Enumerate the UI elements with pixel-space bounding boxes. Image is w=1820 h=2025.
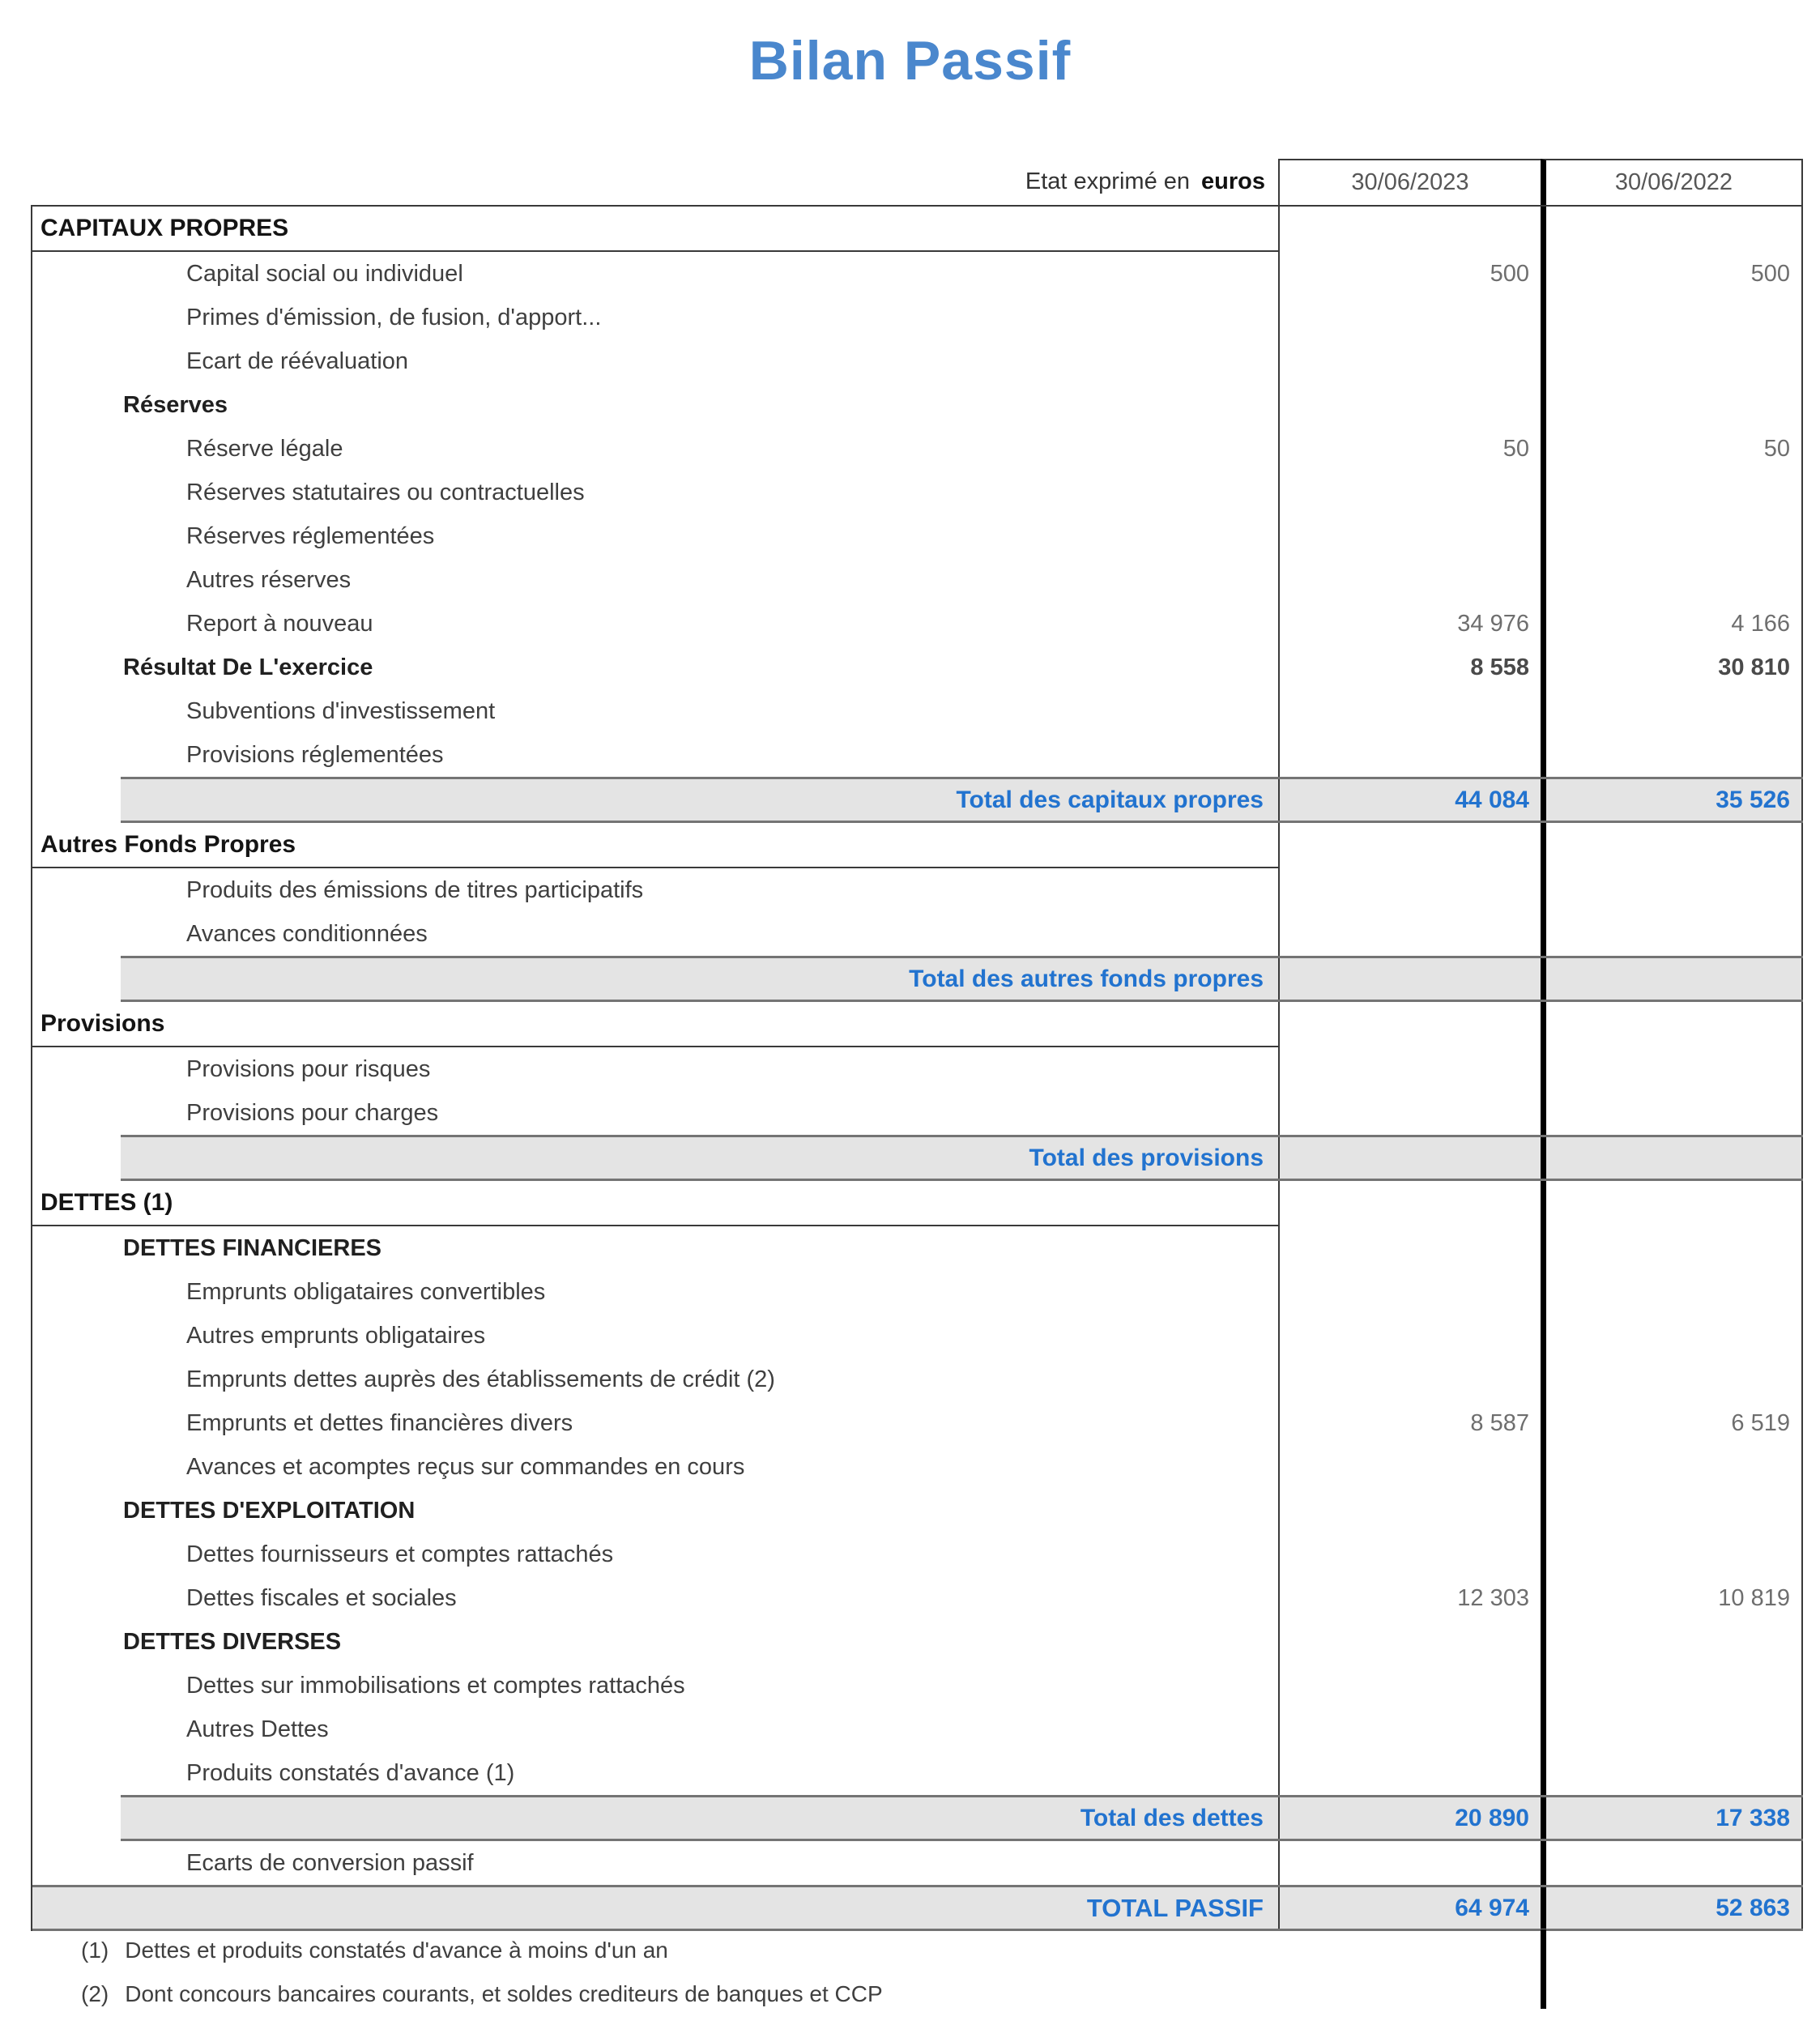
value-2023 [1278,1181,1541,1226]
table-row [32,1533,1803,1576]
page-title: Bilan Passif [748,30,1072,92]
row-label: Emprunts dettes auprès des établissements de crédit (2) [186,1366,775,1392]
row-label: Report à nouveau [186,610,373,637]
row-label: Ecart de réévaluation [186,347,409,374]
value-2023 [1278,1620,1541,1664]
value-2022: 10 819 [1541,1576,1803,1620]
value-2023 [1278,1533,1541,1576]
value-2022 [1541,1270,1803,1314]
table-row [32,1401,1803,1445]
row-label: TOTAL PASSIF [1086,1893,1264,1922]
table-row [32,471,1803,514]
footnote-text: Dettes et produits constatés d'avance à moins d'un an [125,1938,668,1963]
value-2022: 35 526 [1541,779,1803,821]
unit-statement [31,159,1278,205]
row-label: Réserves [123,391,228,418]
table-row [32,733,1803,777]
row-label: Total des capitaux propres [956,786,1264,813]
table-row [32,1751,1803,1795]
table-row [32,1664,1803,1707]
value-2022 [1541,1445,1803,1489]
value-2023 [1278,1226,1541,1270]
footnotes [81,1938,883,2025]
value-2022 [1541,1489,1803,1533]
value-2022 [1541,1751,1803,1795]
date-column-header-2023: 30/06/2023 [1278,159,1541,205]
value-2022: 4 166 [1541,602,1803,646]
value-2023 [1278,383,1541,427]
table-row [32,1576,1803,1620]
value-2022 [1541,1091,1803,1135]
row-label: Dettes sur immobilisations et comptes rattachés [186,1672,685,1699]
table-row [32,1489,1803,1533]
value-2023 [1278,1091,1541,1135]
value-2022 [1541,958,1803,1000]
table-row [32,912,1803,956]
balance-table [31,159,1803,1931]
row-label: Emprunts obligataires convertibles [186,1278,546,1305]
row-label: Total des autres fonds propres [909,965,1264,992]
value-2023: 20 890 [1278,1797,1541,1839]
row-label: Total des provisions [1029,1144,1264,1171]
value-2023 [1278,1707,1541,1751]
value-2022 [1541,689,1803,733]
value-2022 [1541,1181,1803,1226]
table-row [32,514,1803,558]
unit-prefix-label: Etat exprimé en [1025,168,1191,194]
value-2023 [1278,1358,1541,1401]
value-2023 [1278,1489,1541,1533]
row-label: DETTES (1) [32,1181,1278,1226]
table-row [32,689,1803,733]
table-row [32,296,1803,339]
value-2022: 6 519 [1541,1401,1803,1445]
table-row [32,1002,1803,1047]
value-2022 [1541,339,1803,383]
row-label: Provisions pour charges [186,1099,439,1126]
row-label: Capital social ou individuel [186,260,463,287]
value-2023 [1278,689,1541,733]
value-2022 [1541,733,1803,777]
value-2022 [1541,1664,1803,1707]
row-label: Ecarts de conversion passif [186,1849,474,1876]
table-row [32,1358,1803,1401]
row-label: Avances et acomptes reçus sur commandes en cours [186,1453,745,1480]
row-label: Provisions pour risques [186,1055,431,1082]
table-row [32,427,1803,471]
row-label: CAPITAUX PROPRES [32,207,1278,252]
row-label: Emprunts et dettes financières divers [186,1409,573,1436]
row-label: Réserves statutaires ou contractuelles [186,479,585,505]
value-2023 [1278,1002,1541,1047]
row-label: Résultat De L'exercice [123,654,373,680]
value-2022 [1541,1314,1803,1358]
row-label: Avances conditionnées [186,920,428,947]
table-row [32,1885,1803,1931]
value-2022 [1541,1841,1803,1885]
table-row [32,1620,1803,1664]
row-label: Dettes fournisseurs et comptes rattachés [186,1541,614,1567]
value-2022 [1541,471,1803,514]
table-row [32,823,1803,868]
table-row [32,1181,1803,1226]
value-2023 [1278,339,1541,383]
value-2022 [1541,558,1803,602]
value-2023 [1278,958,1541,1000]
table-row [121,1135,1803,1181]
table-row [32,1314,1803,1358]
row-label: DETTES FINANCIERES [123,1234,382,1261]
value-2023 [1278,1314,1541,1358]
row-label: Autres réserves [186,566,352,593]
table-header-row [31,159,1803,205]
value-2022 [1541,1047,1803,1091]
value-2022 [1541,383,1803,427]
row-label: Autres emprunts obligataires [186,1322,486,1349]
value-2022 [1541,1002,1803,1047]
value-2022 [1541,1707,1803,1751]
table-row [32,1226,1803,1270]
balance-table-body [31,205,1803,1931]
table-row [121,1795,1803,1841]
value-2022 [1541,207,1803,252]
footnote-1 [81,1938,883,1981]
value-2022 [1541,296,1803,339]
row-label: Primes d'émission, de fusion, d'apport... [186,304,602,330]
value-2023 [1278,1270,1541,1314]
value-2023 [1278,1445,1541,1489]
value-2022 [1541,912,1803,956]
row-label: Produits constatés d'avance (1) [186,1759,515,1786]
table-row [32,868,1803,912]
table-row [32,558,1803,602]
value-2023 [1278,514,1541,558]
table-row [32,1841,1803,1885]
row-label: Dettes fiscales et sociales [186,1584,457,1611]
table-row [32,339,1803,383]
table-row [121,956,1803,1002]
value-2023 [1278,1047,1541,1091]
value-2023 [1278,558,1541,602]
value-2023: 44 084 [1278,779,1541,821]
value-2022 [1541,514,1803,558]
value-2022 [1541,1620,1803,1664]
value-2022 [1541,1533,1803,1576]
row-label: Produits des émissions de titres participatifs [186,876,644,903]
value-2022: 50 [1541,427,1803,471]
footnote-number: (1) [81,1938,109,1963]
thick-column-divider-extension [1541,1929,1546,2009]
value-2023 [1278,471,1541,514]
row-label: Réserves réglementées [186,522,435,549]
value-2023 [1278,733,1541,777]
value-2023: 34 976 [1278,602,1541,646]
footnote-2 [81,1981,883,2025]
table-row [121,777,1803,823]
row-label: Total des dettes [1080,1804,1264,1831]
value-2022: 30 810 [1541,646,1803,689]
value-2023 [1278,1841,1541,1885]
row-label: DETTES D'EXPLOITATION [123,1497,416,1524]
value-2022 [1541,868,1803,912]
row-label: Réserve légale [186,435,343,462]
value-2023: 8 558 [1278,646,1541,689]
table-row [32,252,1803,296]
value-2022: 52 863 [1541,1887,1803,1929]
value-2023: 12 303 [1278,1576,1541,1620]
table-row [32,1091,1803,1135]
table-row [32,1445,1803,1489]
value-2023: 8 587 [1278,1401,1541,1445]
date-column-header-2022: 30/06/2022 [1541,159,1803,205]
value-2023 [1278,912,1541,956]
value-2022 [1541,1358,1803,1401]
value-2022 [1541,1137,1803,1179]
value-2023 [1278,1664,1541,1707]
table-row [32,1707,1803,1751]
value-2022: 500 [1541,252,1803,296]
row-label: Autres Dettes [186,1716,329,1742]
table-row [32,646,1803,689]
table-row [32,602,1803,646]
row-label: Autres Fonds Propres [32,823,1278,868]
row-label: Provisions [32,1002,1278,1047]
unit-name: euros [1201,168,1265,194]
value-2023: 50 [1278,427,1541,471]
row-label: Provisions réglementées [186,741,444,768]
value-2023 [1278,296,1541,339]
table-row [32,1270,1803,1314]
footnote-text: Dont concours bancaires courants, et soldes crediteurs de banques et CCP [125,1981,883,2006]
value-2022 [1541,823,1803,868]
value-2023: 500 [1278,252,1541,296]
value-2023 [1278,207,1541,252]
footnote-number: (2) [81,1981,109,2006]
row-label: Subventions d'investissement [186,697,496,724]
value-2022 [1541,1226,1803,1270]
table-row [32,207,1803,252]
value-2023 [1278,1751,1541,1795]
value-2023 [1278,823,1541,868]
value-2023: 64 974 [1278,1887,1541,1929]
table-row [32,383,1803,427]
value-2022: 17 338 [1541,1797,1803,1839]
table-row [32,1047,1803,1091]
value-2023 [1278,868,1541,912]
row-label: DETTES DIVERSES [123,1628,342,1655]
value-2023 [1278,1137,1541,1179]
